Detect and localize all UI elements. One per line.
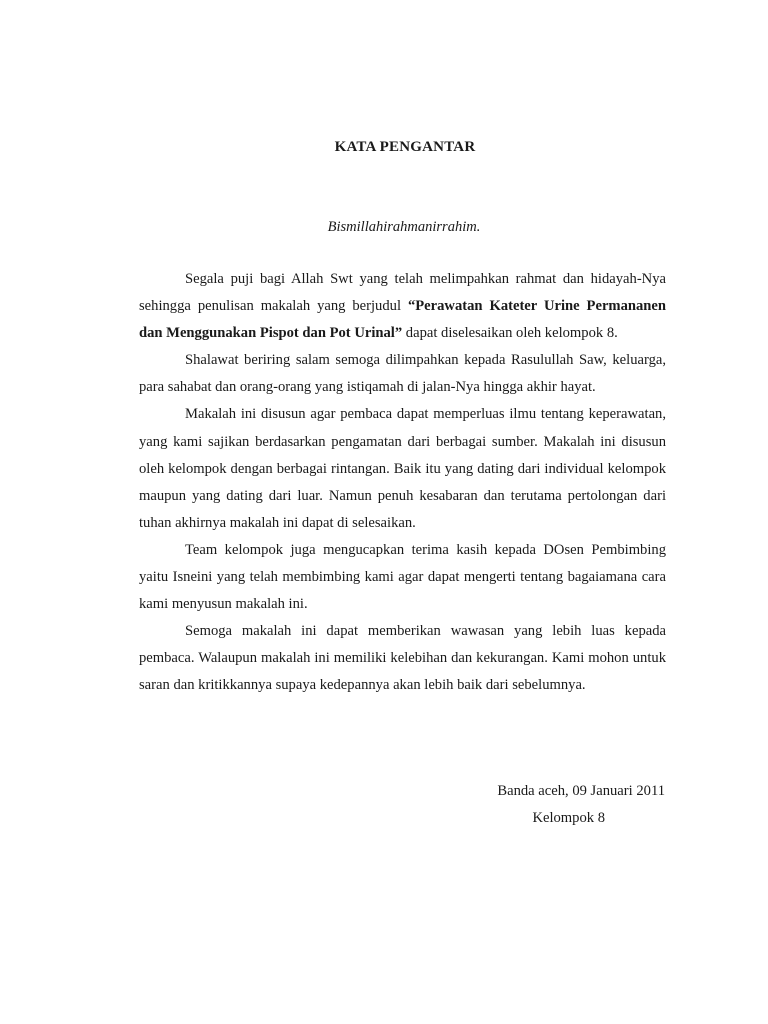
opening-basmalah: Bismillahirahmanirrahim. — [327, 219, 481, 235]
signature-place-date: Banda aceh, 09 Januari 2011 — [497, 783, 665, 799]
signature-name: Kelompok 8 — [532, 810, 605, 826]
page-title: KATA PENGANTAR — [334, 139, 476, 155]
paragraph-1-text-before: Segala puji bagi Allah Swt yang telah melimpahkan rahmat dan hidayah-Nya sehingga penulisan makalah yang berjudul — [139, 271, 666, 315]
paragraph-3: Makalah ini disusun agar pembaca dapat memperluas ilmu tentang keperawatan, yang kami sajikan berdasarkan pengamatan dari berbagai sumber. Makalah ini disusun oleh kelompok dengan berbagai rintangan. Baik itu yang dating dari individual kelompok maupun yang dating dari luar. Namun penuh kesabaran dan terutama pertolongan dari tuhan akhirnya makalah ini dapat di selesaikan. — [139, 406, 666, 531]
paragraph-1-text-after: dapat diselesaikan oleh kelompok 8. — [402, 325, 618, 342]
paragraph-2: Shalawat beriring salam semoga dilimpahkan kepada Rasulullah Saw, keluarga, para sahabat dan orang-orang yang istiqamah di jalan-Nya hingga akhir hayat. — [139, 352, 666, 396]
paper-title-bold: “Perawatan Kateter Urine Permananen dan Menggunakan Pispot dan Pot Urinal” — [139, 298, 666, 342]
paragraph-1 — [139, 266, 666, 347]
document-body — [139, 266, 666, 700]
signature-block — [439, 778, 665, 832]
paragraph-5: Semoga makalah ini dapat memberikan wawasan yang lebih luas kepada pembaca. Walaupun makalah ini memiliki kelebihan dan kekurangan. Kami mohon untuk saran dan kritikkannya supaya kedepannya akan lebih baik dari sebelumnya. — [139, 623, 666, 694]
paragraph-4: Team kelompok juga mengucapkan terima kasih kepada DOsen Pembimbing yaitu Isneini yang telah membimbing kami agar dapat mengerti tentang bagaiamana cara kami menyusun makalah ini. — [139, 541, 666, 613]
